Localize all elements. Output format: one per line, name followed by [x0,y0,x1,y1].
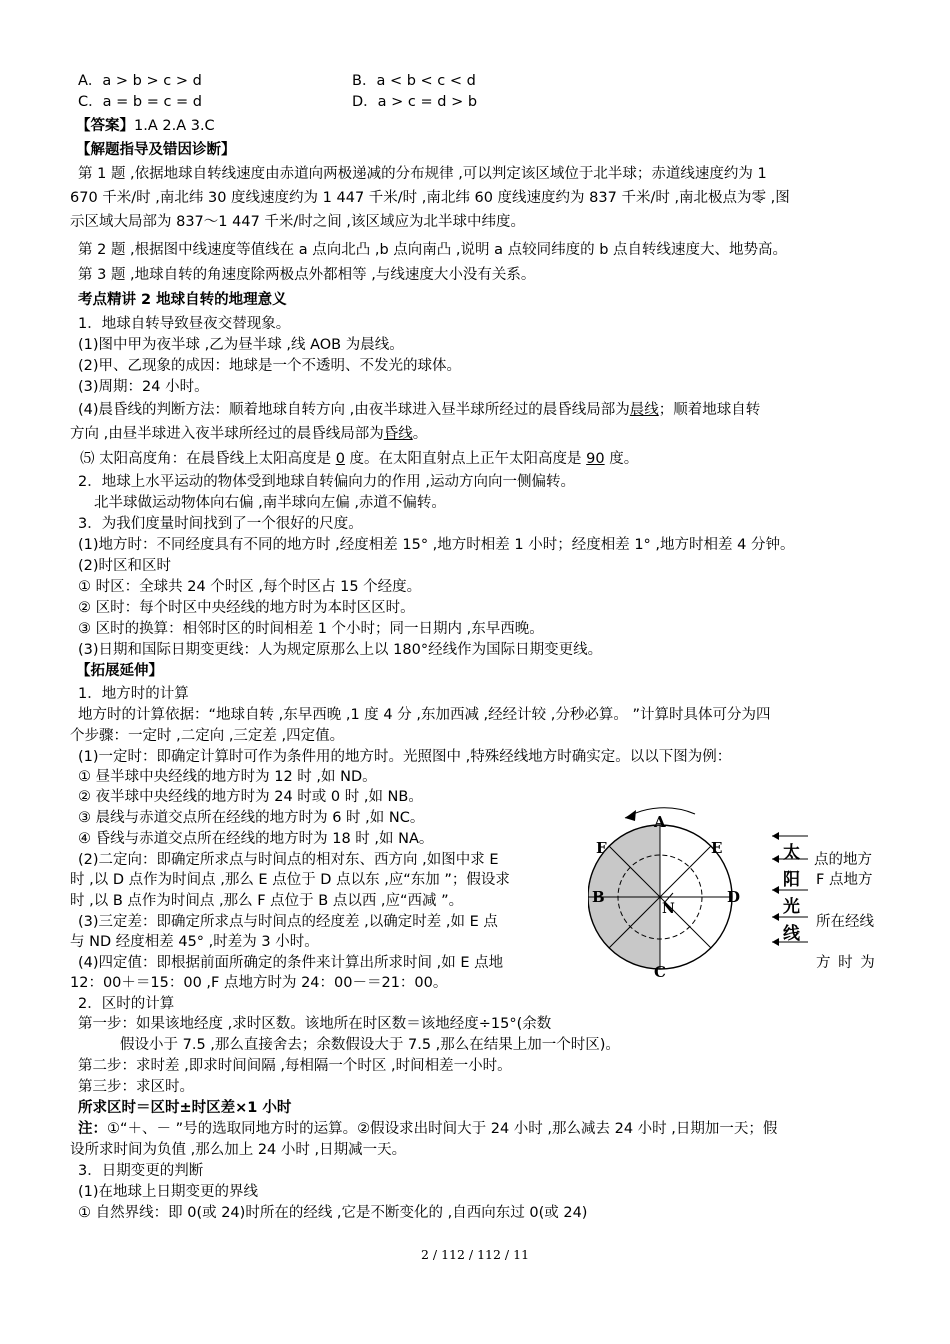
s1-line4a: (4)晨昏线的判断方法：顺着地球自转方向 ,由夜半球进入昼半球所经过的晨昏线局部为晨线；顺着地球自转 [78,402,761,418]
e1-line8a: (3)三定差：即确定所求点与时间点的经度差 ,以确定时差 ,如 E 点 [78,914,498,930]
s3-line3: ① 时区：全球共 24 个时区 ,每个时区占 15 个经度。 [78,579,422,595]
page-footer: 2 / 112 / 112 / 11 [420,1247,530,1262]
s1-line2: (2)甲、乙现象的成因：地球是一个不透明、不发光的球体。 [78,358,462,374]
sunlight-char-2: 阳 [783,870,800,890]
e1-line4: ② 夜半球中央经线的地方时为 24 时或 0 时 ,如 NB。 [78,789,423,805]
s1-line5: ⑸ 太阳高度角：在晨昏线上太阳高度是 0 度。在太阳直射点上正午太阳高度是 90 度。 [80,451,639,467]
polar-illumination-diagram [588,800,838,980]
e1-line9b: 12：00＋＝15：00 ,F 点地方时为 24：00－＝21：00。 [70,975,448,991]
sunlight-char-4: 线 [783,924,800,944]
e1-title: 1．地方时的计算 [78,686,189,702]
diagnosis-heading: 【解题指导及错因诊断】 [76,142,236,158]
s3-line5: ③ 区时的换算：相邻时区的时间相差 1 个小时；同一日期内 ,东早西晚。 [78,621,544,637]
s1-line3: (3)周期：24 小时。 [78,379,209,395]
answer-label: 【答案】 [76,118,134,134]
e1-line1a: 地方时的计算依据：“地球自转 ,东早西晚 ,1 度 4 分 ,东加西减 ,经经计较 ,分秒必算。 ”计算时具体可分为四 [78,707,771,723]
label-e: E [711,839,723,857]
e2-note-a: 注：①“＋、－ ”号的选取同地方时的运算。②假设求出时间大于 24 小时 ,那么减去 24 小时 ,日期加一天；假 [78,1121,778,1137]
solar-altitude-zero: 0 [335,451,345,467]
label-c: C [654,963,666,980]
diag-p1-line1: 第 1 题 ,依据地球自转线速度由赤道向两极递减的分布规律 ,可以判定该区域位于北半球；赤道线速度约为 1 [78,166,767,182]
s3-line1: (1)地方时：不同经度具有不同的地方时 ,经度相差 15° ,地方时相差 1 小时；经度相差 1° ,地方时相差 4 分钟。 [78,537,795,553]
label-n: N [662,901,675,917]
e1-line9a-right: 方 时 为 [816,955,875,971]
e1-line3: ① 昼半球中央经线的地方时为 12 时 ,如 ND。 [78,769,377,785]
e1-line2: (1)一定时：即确定计算时可作为条件用的地方时。光照图中 ,特殊经线地方时确实定。以以下图为例： [78,749,732,765]
label-b: B [592,888,605,906]
s1-title: 1．地球自转导致昼夜交替现象。 [78,316,291,332]
e3-line2: ① 自然界线：即 0(或 24)时所在的经线 ,它是不断变化的 ,自西向东过 0(或 24) [78,1205,588,1221]
s3-line6: (3)日期和国际日期变更线：人为规定原那么上以 180°经线作为国际日期变更线。 [78,642,603,658]
e3-title: 3．日期变更的判断 [78,1163,204,1179]
diag-p3: 第 3 题 ,地球自转的角速度除两极点外都相等 ,与线速度大小没有关系。 [78,267,536,283]
e1-line8b: 与 ND 经度相差 45° ,时差为 3 小时。 [70,934,319,950]
s3-line2: (2)时区和区时 [78,558,172,574]
diag-p1-line2: 670 千米/时 ,南北纬 30 度线速度约为 1 447 千米/时 ,南北纬 60 度线速度约为 837 千米/时 ,南北极点为零 ,图 [70,190,790,206]
label-d: D [727,888,741,906]
e2-line3: 第二步：求时差 ,即求时间间隔 ,每相隔一个时区 ,时间相差一小时。 [78,1058,512,1074]
kp2-title: 考点精讲 2 地球自转的地理意义 [78,292,287,308]
answer-line [76,116,215,136]
s1-line4b: 方向 ,由昼半球进入夜半球所经过的晨昏线局部为昏线。 [70,426,428,442]
e1-line7c: 时 ,以 B 点作为时间点 ,那么 F 点位于 B 点以西 ,应“西减 ”。 [70,893,464,909]
option-c: C．a = b = c = d [78,94,202,110]
note-label: 注： [78,1121,107,1137]
sunlight-char-3: 光 [783,897,800,917]
e1-line7b: 时 ,以 D 点作为时间点 ,那么 E 点位于 D 点以东 ,应“东加 ”；假设求 [70,872,510,888]
s3-title: 3．为我们度量时间找到了一个很好的尺度。 [78,516,363,532]
solar-altitude-ninety: 90 [586,451,605,467]
option-a: A．a > b > c > d [78,73,202,89]
ext-heading: 【拓展延伸】 [76,663,163,679]
dawn-line-term: 晨线 [629,402,659,418]
label-f: F [596,839,607,857]
e1-line5: ③ 晨线与赤道交点所在经线的地方时为 6 时 ,如 NC。 [78,810,425,826]
e2-title: 2．区时的计算 [78,996,175,1012]
answer-text: 1.A 2.A 3.C [134,118,215,134]
e1-line6: ④ 昏线与赤道交点所在经线的地方时为 18 时 ,如 NA。 [78,831,434,847]
e2-line4: 第三步：求区时。 [78,1079,194,1095]
e3-line1: (1)在地球上日期变更的界线 [78,1184,259,1200]
e1-line9a: (4)四定值：即根据前面所确定的条件来计算出所求时间 ,如 E 点地 [78,955,504,971]
dusk-line-term: 昏线 [383,426,413,442]
e2-line1: 第一步：如果该地经度 ,求时区数。该地所在时区数＝该地经度÷15°(余数 [78,1016,552,1032]
e1-line8a-right: 所在经线 [816,914,874,930]
label-a: A [654,813,666,831]
e2-note-b: 设所求时间为负值 ,那么加上 24 小时 ,日期减一天。 [70,1142,407,1158]
e2-line2: 假设小于 7.5 ,那么直接舍去；余数假设大于 7.5 ,那么在结果上加一个时区)。 [120,1037,620,1053]
e1-line7a-right: 点的地方 [814,852,872,868]
e1-line1b: 个步骤：一定时 ,二定向 ,三定差 ,四定值。 [70,728,345,744]
e1-line7a: (2)二定向：即确定所求点与时间点的相对东、西方向 ,如图中求 E [78,852,499,868]
rotation-arrowhead-icon [625,810,636,821]
diag-p2: 第 2 题 ,根据图中线速度等值线在 a 点向北凸 ,b 点向南凸 ,说明 a 点较同纬度的 b 点自转线速度大、地势高。 [78,242,788,258]
s1-line1: (1)图中甲为夜半球 ,乙为昼半球 ,线 AOB 为晨线。 [78,337,404,353]
option-d: D．a > c = d > b [352,94,478,110]
sunlight-char-1: 太 [783,843,800,863]
e2-formula: 所求区时＝区时±时区差×1 小时 [78,1100,292,1116]
option-b: B．a < b < c < d [352,73,476,89]
diag-p1-line3: 示区域大局部为 837～1 447 千米/时之间 ,该区域应为北半球中纬度。 [70,214,526,230]
s2-title: 2．地球上水平运动的物体受到地球自转偏向力的作用 ,运动方向向一侧偏转。 [78,474,575,490]
e1-line7b-right: F 点地方 [816,872,873,888]
s3-line4: ② 区时：每个时区中央经线的地方时为本时区区时。 [78,600,415,616]
s2-line1: 北半球做运动物体向右偏 ,南半球向左偏 ,赤道不偏转。 [94,495,446,511]
